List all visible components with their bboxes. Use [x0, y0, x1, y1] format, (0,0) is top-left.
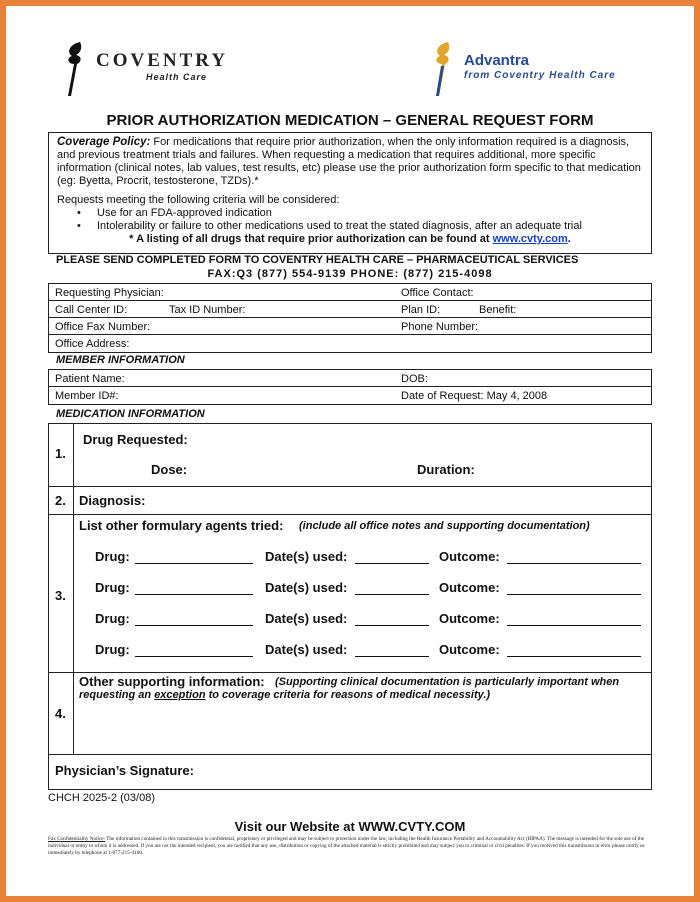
member-id-row — [49, 387, 651, 404]
website-line: Visit our Website at WWW.CVTY.COM — [234, 819, 466, 834]
outcome-input[interactable] — [507, 614, 641, 626]
outcome-input[interactable] — [507, 645, 641, 657]
divider — [49, 514, 651, 515]
notice-text: The information contained in this transmission is confidential, proprietary or privileged and may be subject to protection under the law, including the Health Insurance Portability and Accountability Act (HIPAA). The message is intended for the sole use of the individual or entity to whom it is addressed. If you are not the intended recipient, you are notified that any use, distribution or copying of the attached material is strictly prohibited and may subject you to criminal or civil penalties. If you received this transmission in error please notify us immediately by telephone at 1-877-215-4100. — [48, 836, 645, 856]
dates-used-label: Date(s) used: — [265, 611, 348, 626]
drug-label: Drug: — [95, 611, 130, 626]
section-number: 4. — [55, 706, 66, 721]
form-id: CHCH 2025-2 (03/08) — [48, 792, 155, 804]
medication-info-box — [48, 423, 652, 790]
dates-used-input[interactable] — [355, 552, 429, 564]
coverage-policy-box — [48, 132, 652, 254]
section-number: 2. — [55, 493, 66, 508]
fax-row — [49, 318, 651, 335]
advantra-name: Advantra — [464, 52, 530, 69]
diagnosis-field[interactable]: Diagnosis: — [79, 493, 146, 508]
other-supporting-note-2 — [79, 689, 490, 701]
drug-input[interactable] — [135, 614, 253, 626]
note-text: to coverage criteria for reasons of medical necessity.) — [205, 689, 491, 701]
divider — [49, 672, 651, 673]
send-instructions: PLEASE SEND COMPLETED FORM TO COVENTRY HEALTH CARE – PHARMACEUTICAL SERVICES — [56, 254, 579, 266]
plan-id-field[interactable]: Plan ID: — [401, 304, 441, 316]
exception-text: exception — [154, 689, 206, 701]
criteria-item: • Intolerability or failure to other medications used to treat the stated diagnosis, after an adequate trial — [77, 220, 643, 233]
outcome-label: Outcome: — [439, 611, 500, 626]
office-address-field[interactable]: Office Address: — [55, 338, 130, 350]
criteria-list — [77, 207, 643, 233]
coventry-logo — [56, 38, 256, 98]
outcome-input[interactable] — [507, 552, 641, 564]
drug-label: Drug: — [95, 642, 130, 657]
office-fax-field[interactable]: Office Fax Number: — [55, 321, 151, 333]
physician-info-box — [48, 283, 652, 353]
drug-input[interactable] — [135, 583, 253, 595]
coverage-paragraph — [57, 136, 643, 188]
dates-used-input[interactable] — [355, 645, 429, 657]
formulary-agents-label: List other formulary agents tried: — [79, 518, 284, 533]
outcome-label: Outcome: — [439, 580, 500, 595]
tax-id-field[interactable]: Tax ID Number: — [169, 304, 246, 316]
patient-name-field[interactable]: Patient Name: — [55, 373, 125, 385]
listing-end: . — [567, 233, 571, 245]
office-contact-field[interactable]: Office Contact: — [401, 287, 474, 299]
section-number: 1. — [55, 446, 66, 461]
dates-used-label: Date(s) used: — [265, 580, 348, 595]
section-number: 3. — [55, 588, 66, 603]
formulary-note: (include all office notes and supporting documentation) — [299, 520, 590, 532]
advantra-figure-icon — [428, 40, 456, 98]
physician-row — [49, 284, 651, 301]
advantra-subtitle: from Coventry Health Care — [464, 70, 616, 81]
call-center-id-field[interactable]: Call Center ID: — [55, 304, 128, 316]
coventry-name: COVENTRY — [96, 50, 229, 71]
listing-note — [57, 233, 643, 246]
member-info-heading: MEMBER INFORMATION — [56, 354, 185, 366]
coverage-label: Coverage Policy: — [57, 136, 151, 148]
note-text: requesting an — [79, 689, 155, 701]
drug-input[interactable] — [135, 552, 253, 564]
criteria-intro: Requests meeting the following criteria will be considered: — [57, 194, 340, 206]
duration-field[interactable]: Duration: — [417, 462, 475, 477]
benefit-field[interactable]: Benefit: — [479, 304, 517, 316]
listing-text: * A listing of all drugs that require prior authorization can be found at — [129, 233, 493, 245]
dates-used-input[interactable] — [355, 614, 429, 626]
physician-signature-field[interactable]: Physician’s Signature: — [55, 763, 194, 778]
requesting-physician-field[interactable]: Requesting Physician: — [55, 287, 164, 299]
notice-label: Fax Confidentiality Notice: — [48, 836, 106, 842]
dates-used-input[interactable] — [355, 583, 429, 595]
drug-label: Drug: — [95, 549, 130, 564]
dates-used-label: Date(s) used: — [265, 642, 348, 657]
patient-row — [49, 370, 651, 387]
address-row — [49, 335, 651, 352]
dob-field[interactable]: DOB: — [401, 373, 428, 385]
dates-used-label: Date(s) used: — [265, 549, 348, 564]
advantra-logo — [428, 40, 648, 100]
outcome-input[interactable] — [507, 583, 641, 595]
coventry-figure-icon — [62, 38, 88, 98]
outcome-label: Outcome: — [439, 642, 500, 657]
form-title: PRIOR AUTHORIZATION MEDICATION – GENERAL REQUEST FORM — [106, 112, 594, 129]
fax-phone-line: FAX:Q3 (877) 554-9139 PHONE: (877) 215-4098 — [207, 268, 493, 280]
dose-field[interactable]: Dose: — [151, 462, 188, 477]
drug-input[interactable] — [135, 645, 253, 657]
member-info-box — [48, 369, 652, 405]
drug-requested-field[interactable]: Drug Requested: — [83, 432, 188, 447]
member-id-field[interactable]: Member ID#: — [55, 390, 119, 402]
number-column-divider — [73, 424, 74, 754]
criteria-item: • Use for an FDA-approved indication — [77, 207, 643, 220]
confidentiality-notice — [48, 836, 654, 857]
divider — [49, 754, 651, 755]
medication-info-heading: MEDICATION INFORMATION — [56, 408, 205, 420]
drug-label: Drug: — [95, 580, 130, 595]
other-supporting-label[interactable]: Other supporting information: — [79, 674, 265, 689]
other-supporting-note: (Supporting clinical documentation is particularly important when — [275, 676, 620, 688]
phone-number-field[interactable]: Phone Number: — [401, 321, 479, 333]
outcome-label: Outcome: — [439, 549, 500, 564]
ids-row — [49, 301, 651, 318]
coverage-text: For medications that require prior authorization, when the only information required is a diagnosis, and previous treatment trials and failures. When requesting a medication that requires additional, more specific information (clinical notes, lab values, test results, etc) please use the prior authorization form specific to that medication (eg: Byetta, Procrit, testosterone, TZDs).* — [57, 136, 641, 187]
divider — [49, 486, 651, 487]
date-of-request-field[interactable]: Date of Request: May 4, 2008 — [401, 390, 548, 402]
cvty-link[interactable]: www.cvty.com — [492, 233, 568, 245]
coventry-subtitle: Health Care — [146, 72, 208, 82]
